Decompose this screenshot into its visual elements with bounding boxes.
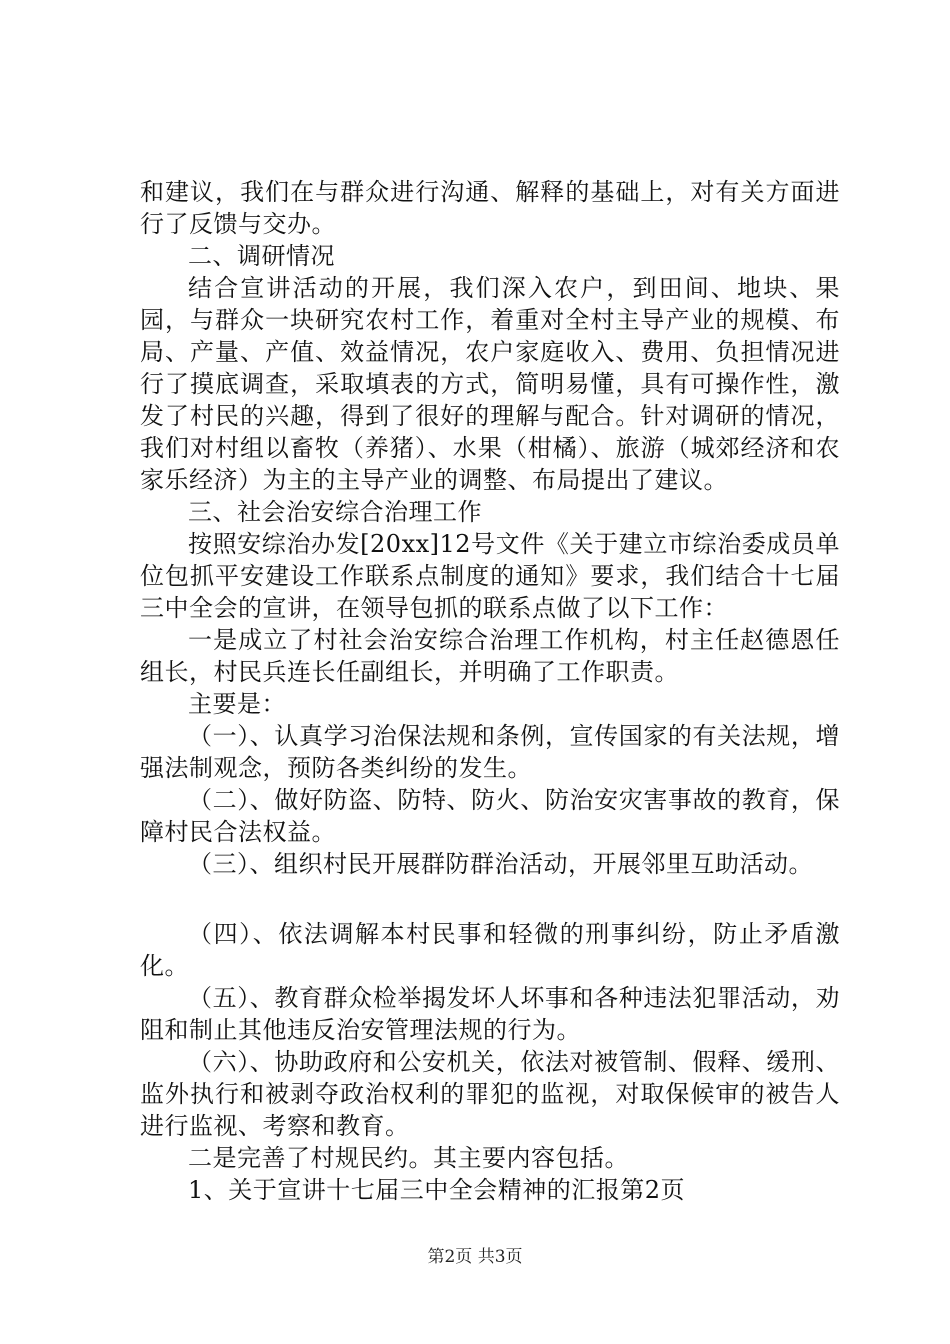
- paragraph-gap: [140, 880, 840, 918]
- paragraph-organization: 一是成立了村社会治安综合治理工作机构，村主任赵德恩任组长，村民兵连长任副组长，并明确了工作职责。: [140, 626, 840, 686]
- heading-research: 二、调研情况: [188, 242, 335, 270]
- paragraph-page-reference: 1、关于宣讲十七届三中全会精神的汇报第2页: [188, 1176, 686, 1204]
- list-item-6: （六）、协助政府和公安机关，依法对被管制、假释、缓刑、监外执行和被剥夺政治权利的罪犯的监视，对取保候审的被告人进行监视、考察和教育。: [140, 1048, 840, 1140]
- list-item-4: （四）、依法调解本村民事和轻微的刑事纠纷，防止矛盾激化。: [140, 920, 840, 980]
- paragraph-main-points: 主要是：: [188, 690, 286, 718]
- document-body: [140, 176, 840, 1206]
- page-footer: 第2页 共3页: [427, 1247, 523, 1267]
- paragraph-notice: 按照安综治办发[20xx]12号文件《关于建立市综治委成员单位包抓平安建设工作联系点制度的通知》要求，我们结合十七届三中全会的宣讲，在领导包抓的联系点做了以下工作：: [140, 530, 840, 622]
- paragraph-village-rules: 二是完善了村规民约。其主要内容包括。: [188, 1144, 629, 1172]
- paragraph-feedback: 和建议，我们在与群众进行沟通、解释的基础上，对有关方面进行了反馈与交办。: [140, 178, 840, 238]
- list-item-3: （三）、组织村民开展群防群治活动，开展邻里互助活动。: [188, 850, 813, 878]
- paragraph-research: 结合宣讲活动的开展，我们深入农户，到田间、地块、果园，与群众一块研究农村工作，着重对全村主导产业的规模、布局、产量、产值、效益情况，农户家庭收入、费用、负担情况进行了摸底调查，采取填表的方式，简明易懂，具有可操作性，激发了村民的兴趣，得到了很好的理解与配合。针对调研的情况，我们对村组以畜牧（养猪）、水果（柑橘）、旅游（城郊经济和农家乐经济）为主的主导产业的调整、布局提出了建议。: [140, 274, 840, 494]
- heading-public-security: 三、社会治安综合治理工作: [188, 498, 482, 526]
- list-item-2: （二）、做好防盗、防特、防火、防治安灾害事故的教育，保障村民合法权益。: [140, 786, 840, 846]
- list-item-1: （一）、认真学习治保法规和条例，宣传国家的有关法规，增强法制观念，预防各类纠纷的发生。: [140, 722, 840, 782]
- list-item-5: （五）、教育群众检举揭发坏人坏事和各种违法犯罪活动，劝阻和制止其他违反治安管理法规的行为。: [140, 984, 840, 1044]
